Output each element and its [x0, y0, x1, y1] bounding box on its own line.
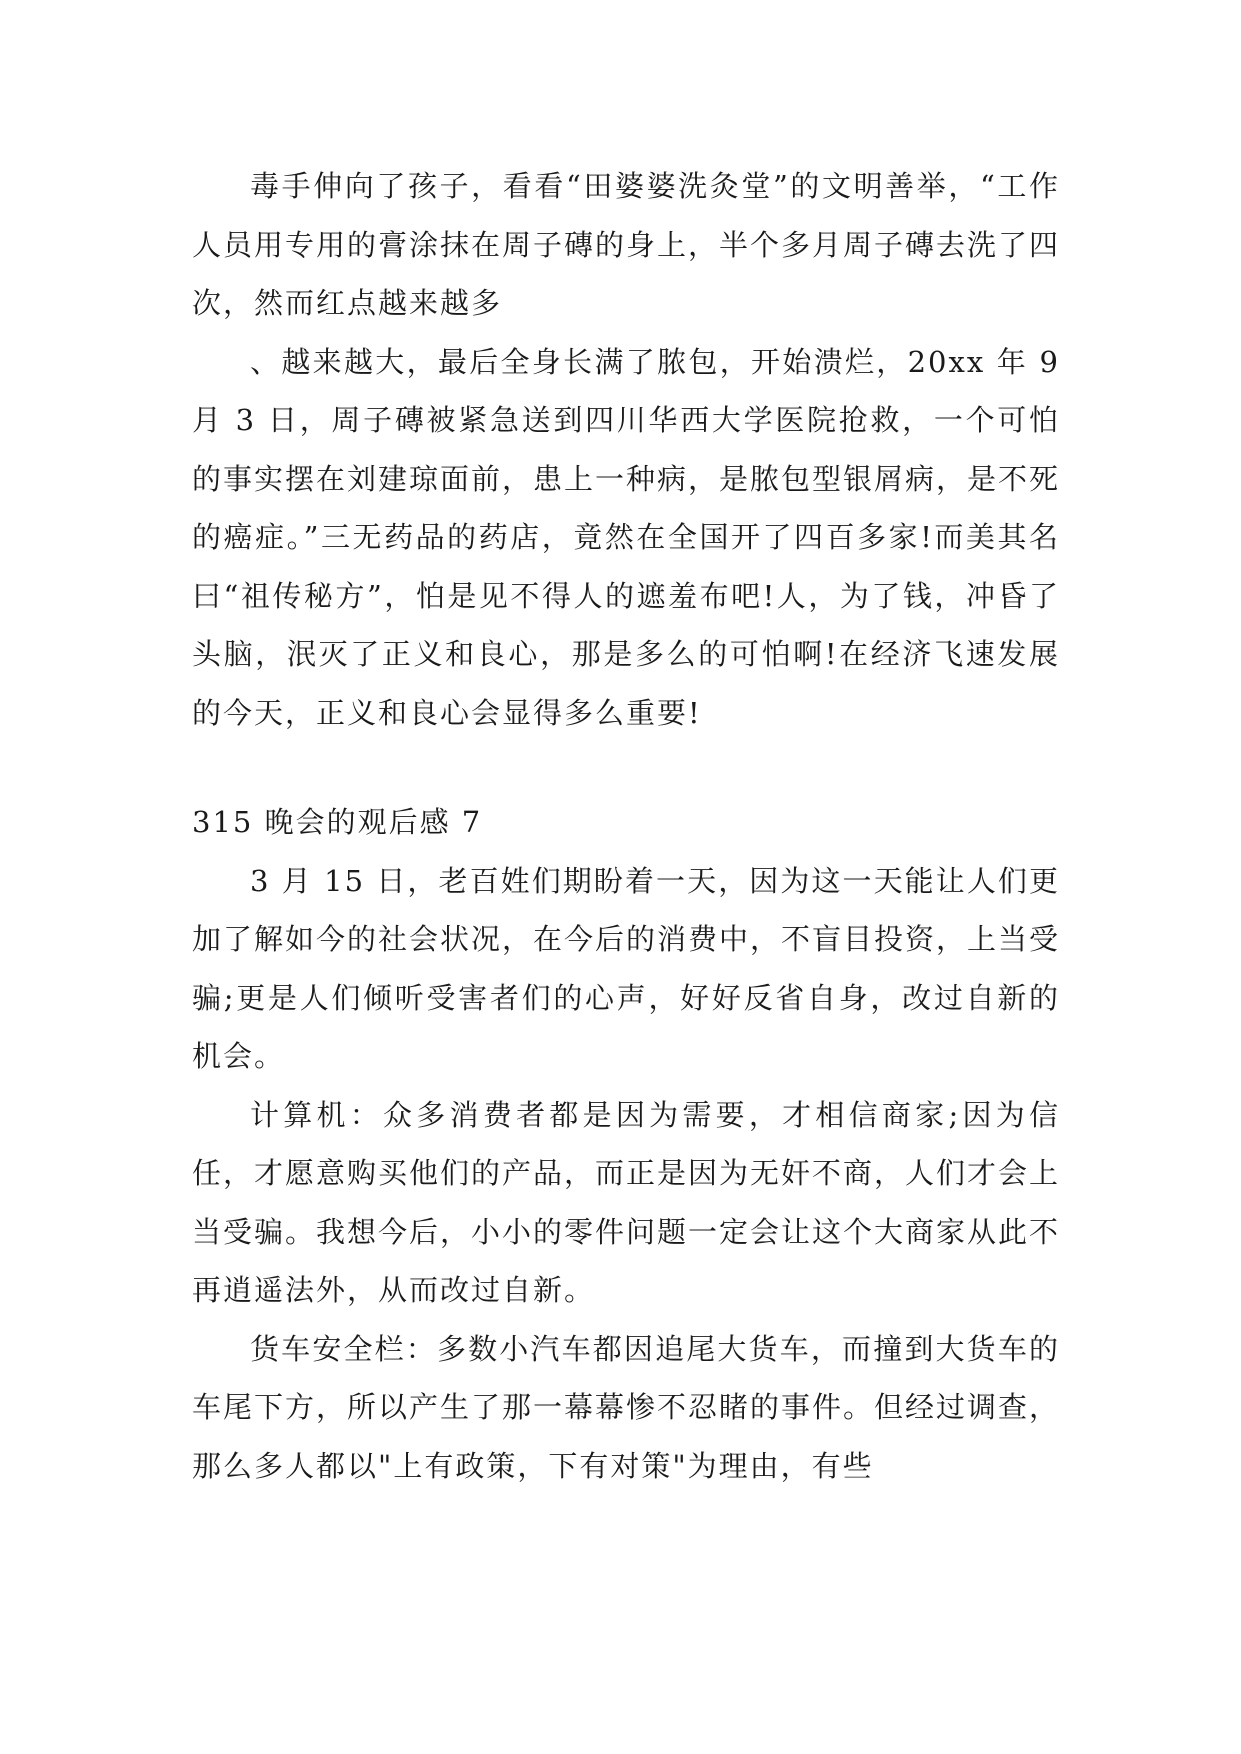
- paragraph: 3 月 15 日，老百姓们期盼着一天，因为这一天能让人们更加了解如今的社会状况，在今后的消费中，不盲目投资，上当受骗;更是人们倾听受害者们的心声，好好反省自身，改过自新的机会。: [192, 863, 1061, 1073]
- document-body: [192, 157, 1060, 1495]
- paragraph: 货车安全栏：多数小汽车都因追尾大货车，而撞到大货车的车尾下方，所以产生了那一幕幕惨不忍睹的事件。但经过调查，那么多人都以"上有政策，下有对策"为理由，有些: [192, 1331, 1061, 1483]
- section-heading: 315 晚会的观后感 7: [192, 805, 483, 839]
- paragraph: 计算机：众多消费者都是因为需要，才相信商家;因为信任，才愿意购买他们的产品，而正是因为无奸不商，人们才会上当受骗。我想今后，小小的零件问题一定会让这个大商家从此不再逍遥法外，从而改过自新。: [192, 1097, 1061, 1307]
- paragraph: 、越来越大，最后全身长满了脓包，开始溃烂，20xx 年 9 月 3 日，周子磚被紧急送到四川华西大学医院抢救，一个可怕的事实摆在刘建琼面前，患上一种病，是脓包型银屑病，是不死的癌症。”三无药品的药店，竟然在全国开了四百多家!而美其名曰“祖传秘方”，怕是见不得人的遮羞布吧!人，为了钱，冲昏了头脑，泯灭了正义和良心，那是多么的可怕啊!在经济飞速发展的今天，正义和良心会显得多么重要!: [192, 344, 1061, 730]
- paragraph: 毒手伸向了孩子，看看“田婆婆洗灸堂”的文明善举，“工作人员用专用的膏涂抹在周子磚的身上，半个多月周子磚去洗了四次，然而红点越来越多: [192, 169, 1061, 320]
